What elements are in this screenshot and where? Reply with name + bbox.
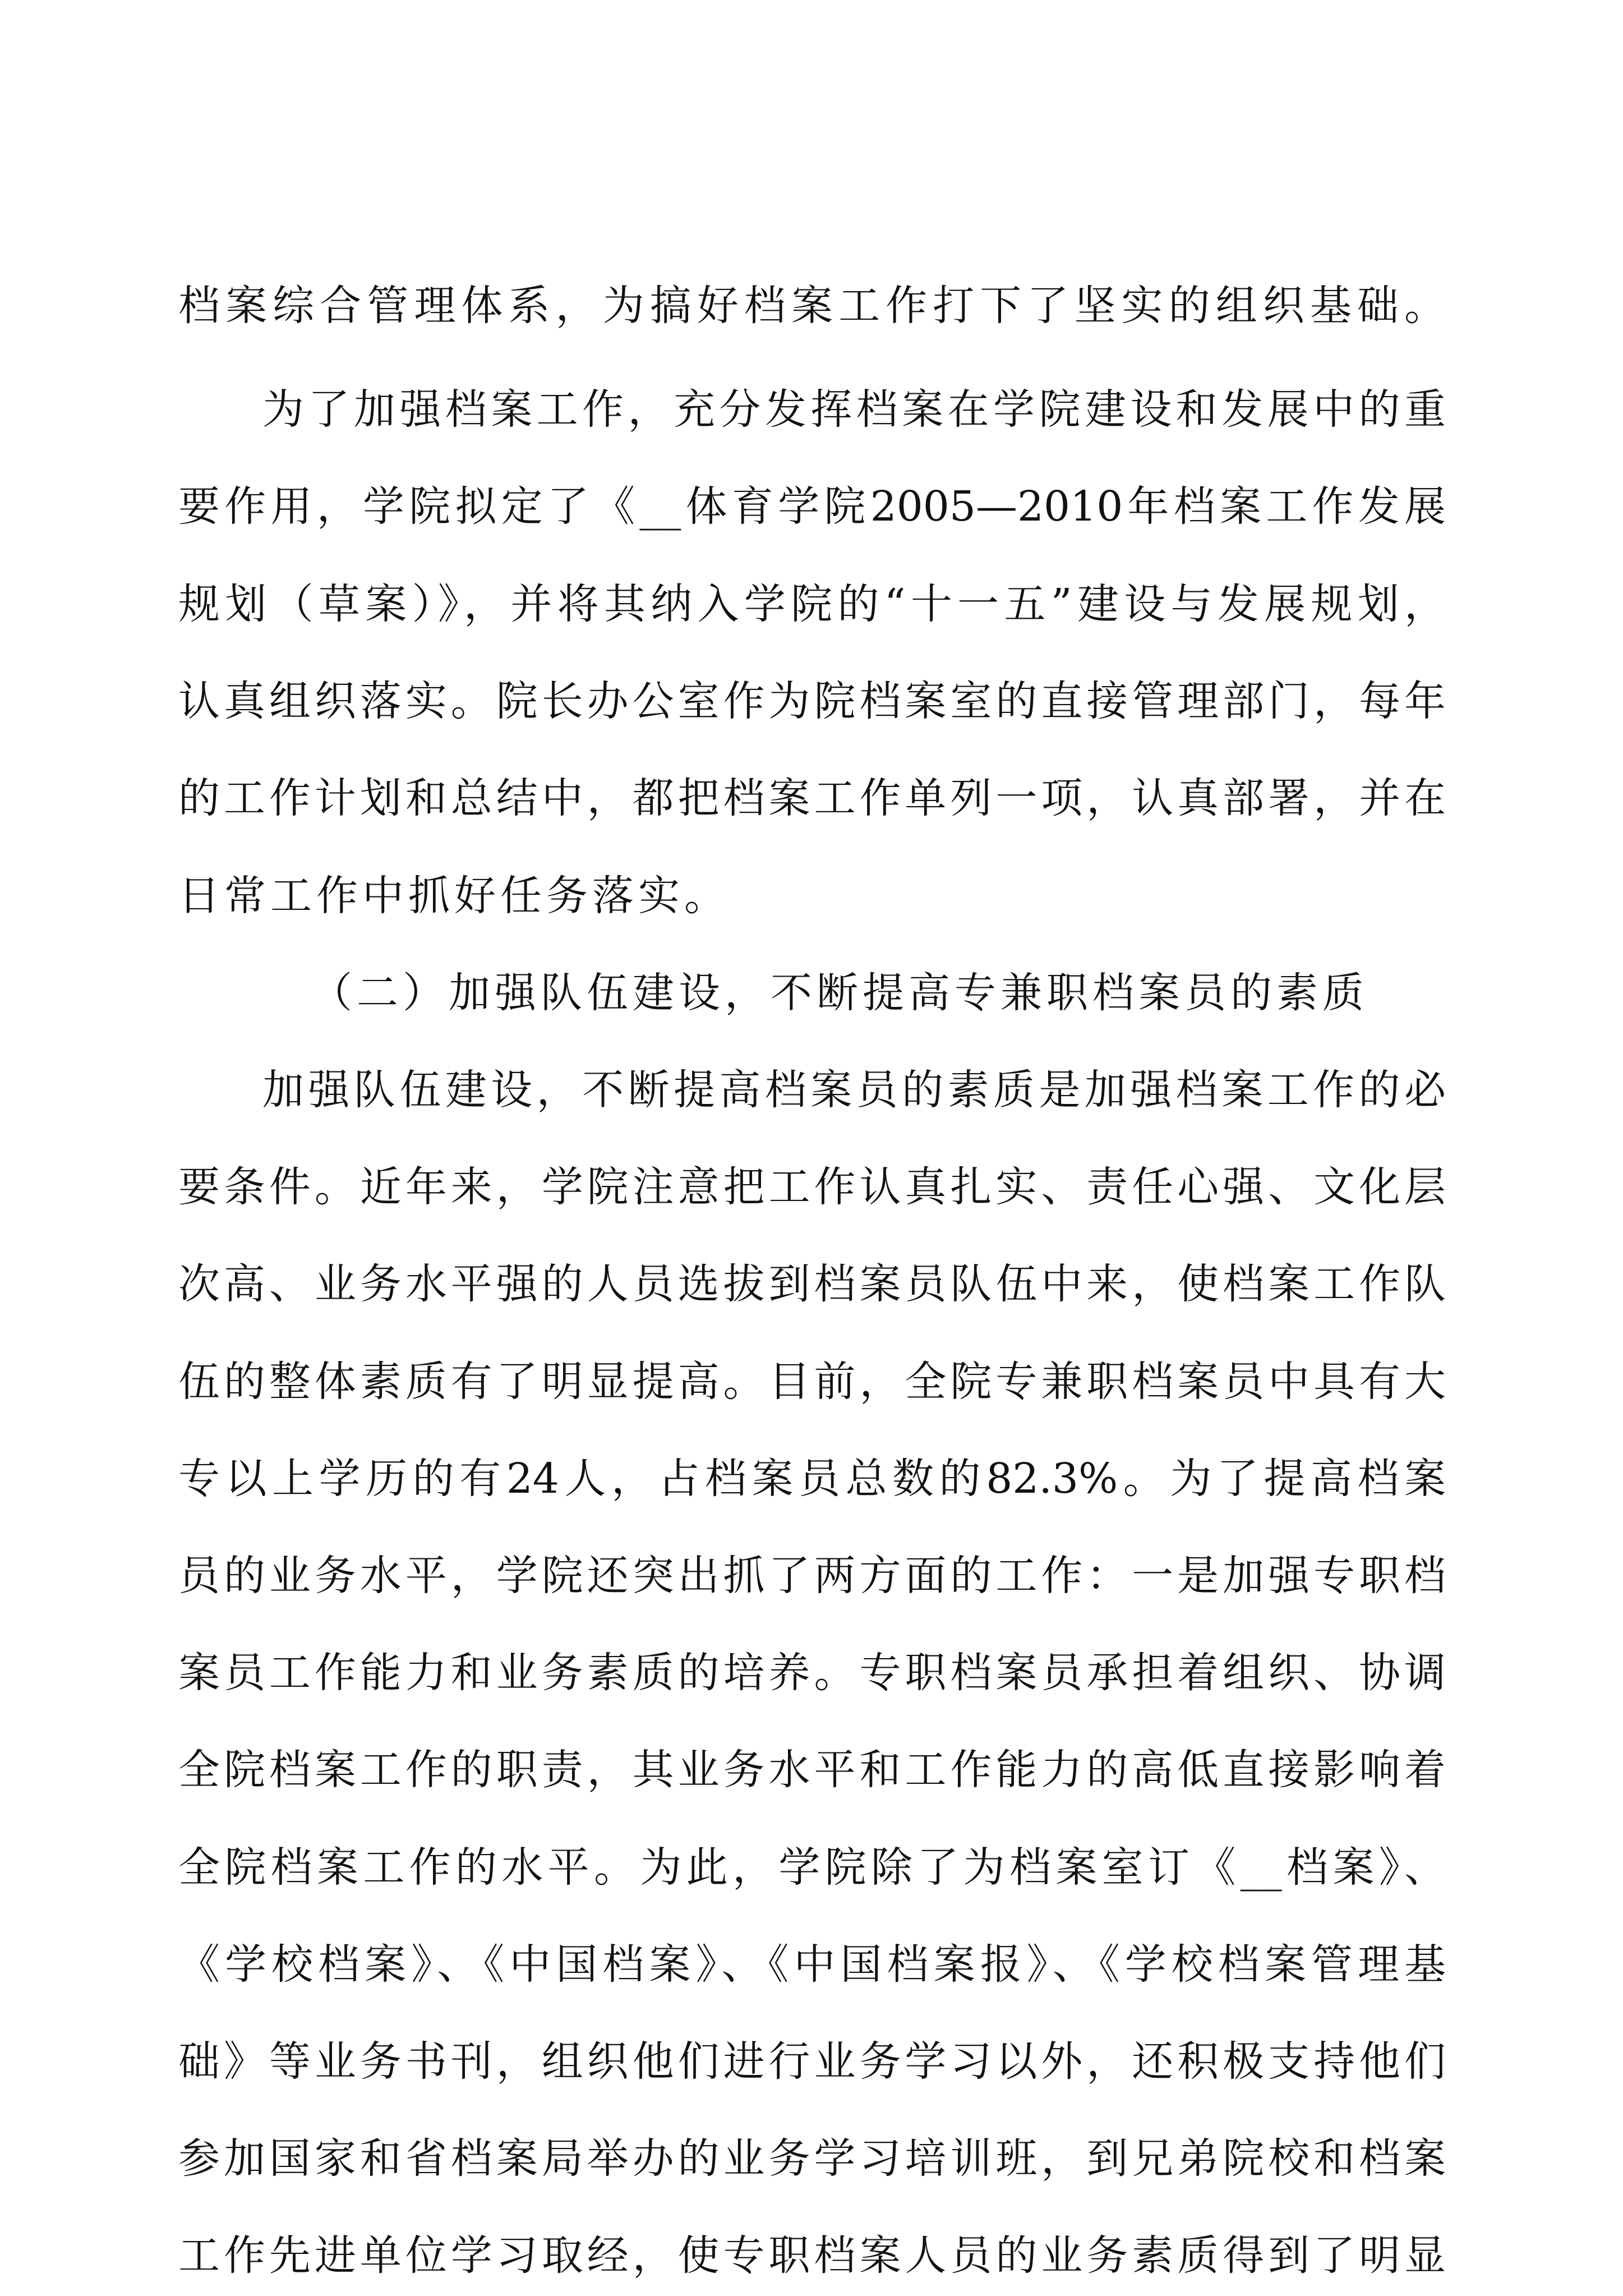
body-line: 认真组织落实。院长办公室作为院档案室的直接管理部门，每年 xyxy=(178,677,1446,725)
body-line: 伍的整体素质有了明显提高。目前，全院专兼职档案员中具有大 xyxy=(178,1358,1446,1406)
body-line: 为了加强档案工作，充分发挥档案在学院建设和发展中的重 xyxy=(262,385,1446,434)
body-line: 次高、业务水平强的人员选拔到档案员队伍中来，使档案工作队 xyxy=(178,1260,1446,1308)
body-line: 《学校档案》、《中国档案》、《中国档案报》、《学校档案管理基 xyxy=(178,1940,1446,1989)
body-line: 案员工作能力和业务素质的培养。专职档案员承担着组织、协调 xyxy=(178,1649,1446,1697)
body-line: 全院档案工作的职责，其业务水平和工作能力的高低直接影响着 xyxy=(178,1746,1446,1794)
body-line: 日常工作中抓好任务落实。 xyxy=(178,872,730,920)
body-line: 参加国家和省档案局举办的业务学习培训班，到兄弟院校和档案 xyxy=(178,2134,1446,2183)
body-line: 档案综合管理体系，为搞好档案工作打下了坚实的组织基础。 xyxy=(178,282,1446,330)
body-line: 要作用，学院拟定了《__体育学院2005—2010年档案工作发展 xyxy=(178,482,1446,531)
body-line: 专以上学历的有24人，占档案员总数的82.3%。为了提高档案 xyxy=(178,1455,1446,1503)
body-line: 工作先进单位学习取经，使专职档案人员的业务素质得到了明显 xyxy=(178,2231,1446,2280)
body-line: 要条件。近年来，学院注意把工作认真扎实、责任心强、文化层 xyxy=(178,1163,1446,1211)
body-line: 全院档案工作的水平。为此，学院除了为档案室订《__档案》、 xyxy=(178,1843,1446,1892)
body-line: 规划（草案）》，并将其纳入学院的“十一五”建设与发展规划， xyxy=(178,580,1446,628)
body-line: 的工作计划和总结中，都把档案工作单列一项，认真部署，并在 xyxy=(178,774,1446,822)
section-heading: （二）加强队伍建设，不断提高专兼职档案员的素质 xyxy=(311,969,1368,1017)
body-line: 员的业务水平，学院还突出抓了两方面的工作：一是加强专职档 xyxy=(178,1552,1446,1600)
body-line: 础》等业务书刊，组织他们进行业务学习以外，还积极支持他们 xyxy=(178,2037,1446,2086)
body-line: 加强队伍建设，不断提高档案员的素质是加强档案工作的必 xyxy=(262,1066,1446,1114)
